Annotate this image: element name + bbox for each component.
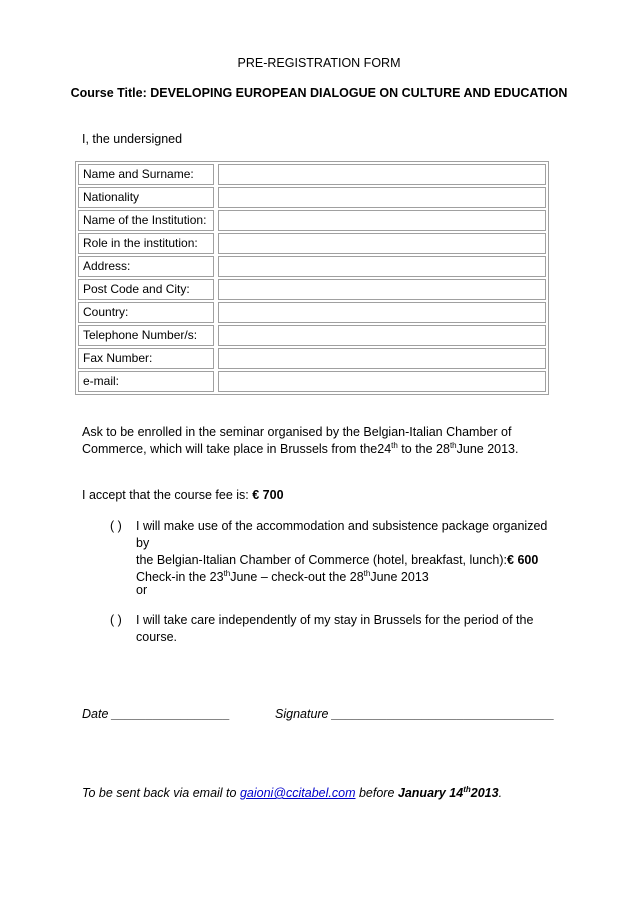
country-field[interactable] xyxy=(218,302,546,323)
form-row-address xyxy=(78,256,546,277)
form-row-institution xyxy=(78,210,546,231)
email-link[interactable]: gaioni@ccitabel.com xyxy=(239,786,356,800)
option1-text xyxy=(136,518,556,586)
deadline xyxy=(398,786,499,800)
text: to the 28 xyxy=(397,442,450,456)
nationality-field[interactable] xyxy=(218,187,546,208)
text: the Belgian-Italian Chamber of Commerce (hotel, breakfast, lunch): xyxy=(136,553,508,567)
option2-line-1: I will take care independently of my stay in Brussels for the period of the xyxy=(136,613,534,627)
fee-line xyxy=(82,487,552,504)
footer-prefix: To be sent back via email to xyxy=(82,786,240,800)
form-row-telephone xyxy=(78,325,546,346)
field-label: Address: xyxy=(78,256,214,277)
telephone-field[interactable] xyxy=(218,325,546,346)
option1-checkbox[interactable]: ( ) xyxy=(110,519,122,533)
role-field[interactable] xyxy=(218,233,546,254)
deadline-year: 2013 xyxy=(470,786,499,800)
fax-field[interactable] xyxy=(218,348,546,369)
name-surname-field[interactable] xyxy=(218,164,546,185)
or-text: or xyxy=(136,583,148,597)
field-label: e-mail: xyxy=(78,371,214,392)
signature-line[interactable] xyxy=(275,707,554,721)
form-row-fax xyxy=(78,348,546,369)
enroll-line-1: Ask to be enrolled in the seminar organised by the Belgian-Italian Chamber of xyxy=(82,425,512,439)
email-field[interactable] xyxy=(218,371,546,392)
superscript: th xyxy=(463,784,471,794)
field-label: Post Code and City: xyxy=(78,279,214,300)
option2-line-2: course. xyxy=(136,630,177,644)
field-label: Role in the institution: xyxy=(78,233,214,254)
date-blank: _________________ xyxy=(108,707,231,721)
footer-middle: before xyxy=(355,786,398,800)
postcode-city-field[interactable] xyxy=(218,279,546,300)
text: June 2013. xyxy=(456,442,519,456)
option1-line-2 xyxy=(136,552,556,569)
registration-table xyxy=(75,161,549,395)
field-label: Nationality xyxy=(78,187,214,208)
option2-checkbox[interactable]: ( ) xyxy=(110,613,122,627)
superscript: th xyxy=(449,440,457,450)
undersigned-text: I, the undersigned xyxy=(82,132,183,146)
form-row-email xyxy=(78,371,546,392)
field-label: Fax Number: xyxy=(78,348,214,369)
form-row-name xyxy=(78,164,546,185)
field-label: Name and Surname: xyxy=(78,164,214,185)
form-row-nationality xyxy=(78,187,546,208)
text: June – check-out the 28 xyxy=(230,570,364,584)
field-label: Telephone Number/s: xyxy=(78,325,214,346)
option1-line-1: I will make use of the accommodation and subsistence package organized by xyxy=(136,519,548,550)
superscript: th xyxy=(363,568,371,578)
date-label: Date xyxy=(82,707,109,721)
superscript: th xyxy=(391,440,398,450)
footer-note xyxy=(82,786,502,800)
fee-text: I accept that the course fee is: xyxy=(82,488,253,502)
form-row-postcode xyxy=(78,279,546,300)
date-line[interactable] xyxy=(82,707,230,721)
field-label: Name of the Institution: xyxy=(78,210,214,231)
course-title: Course Title: DEVELOPING EUROPEAN DIALOGUE ON CULTURE AND EDUCATION xyxy=(70,86,568,100)
text: June 2013 xyxy=(370,570,429,584)
enroll-paragraph xyxy=(82,424,552,458)
field-label: Country: xyxy=(78,302,214,323)
signature-label: Signature xyxy=(275,707,329,721)
fee-amount: € 700 xyxy=(252,488,284,502)
footer-suffix: . xyxy=(498,786,503,800)
form-title: PRE-REGISTRATION FORM xyxy=(237,56,401,70)
superscript: th xyxy=(223,568,231,578)
enroll-line-2 xyxy=(82,441,552,458)
form-row-role xyxy=(78,233,546,254)
text: Commerce, which will take place in Brussels from the24 xyxy=(82,442,392,456)
text: Check-in the 23 xyxy=(136,570,224,584)
form-row-country xyxy=(78,302,546,323)
deadline-date: January 14 xyxy=(397,786,464,800)
address-field[interactable] xyxy=(218,256,546,277)
package-amount: € 600 xyxy=(507,553,539,567)
institution-field[interactable] xyxy=(218,210,546,231)
signature-blank: ________________________________ xyxy=(328,707,555,721)
option2-text xyxy=(136,612,556,646)
